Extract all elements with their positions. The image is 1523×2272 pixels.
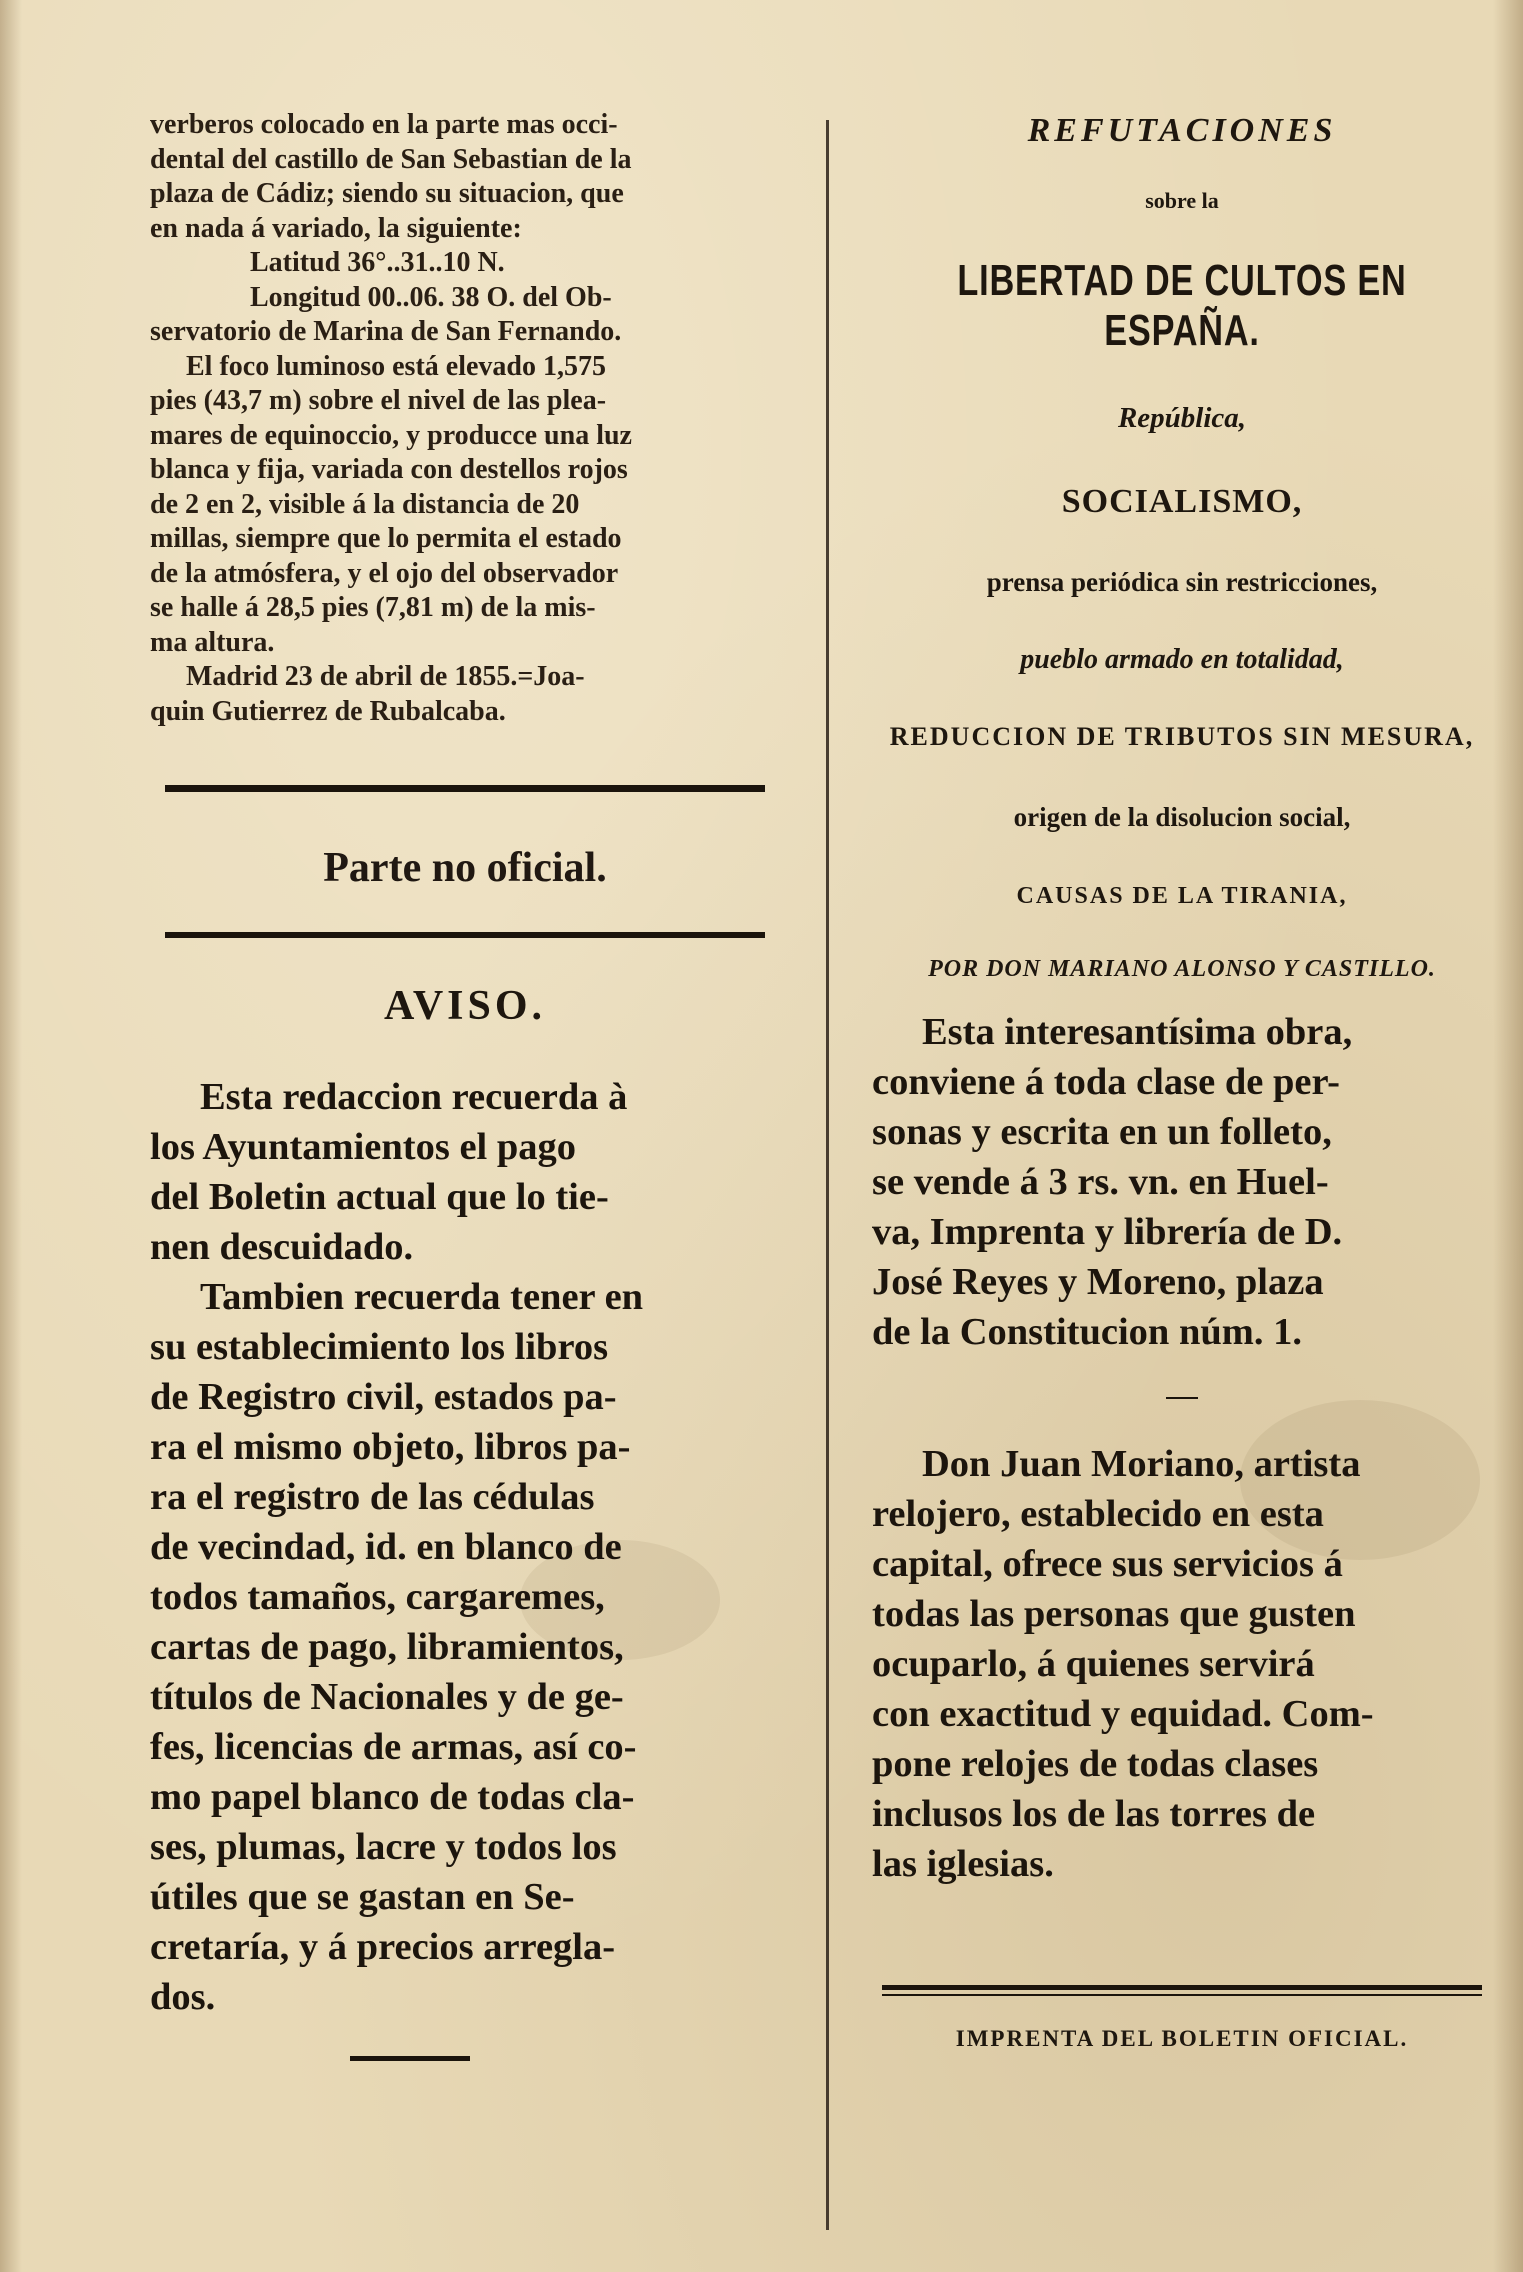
text-line: ma altura. [150, 626, 275, 658]
text-line: todas las personas que gusten [872, 1593, 1356, 1635]
text-line: ra el mismo objeto, libros pa- [150, 1426, 631, 1468]
text-line: de la atmósfera, y el ojo del observador [150, 557, 619, 589]
text-line: en nada á variado, la siguiente: [150, 212, 522, 244]
text-line: Esta redaccion recuerda à [200, 1076, 628, 1118]
ad-subtitle: sobre la [1145, 188, 1219, 213]
text-line: Don Juan Moriano, artista [922, 1443, 1361, 1485]
printer-imprint: IMPRENTA DEL BOLETIN OFICIAL. [955, 2026, 1409, 2051]
text-line: mares de equinoccio, y producce una luz [150, 419, 632, 451]
ad-title: REFUTACIONES [1027, 112, 1337, 149]
notice-heading: AVISO. [383, 983, 547, 1029]
text-line: El foco luminoso está elevado 1,575 [186, 350, 606, 382]
ad-topic: prensa periódica sin restricciones, [986, 567, 1378, 597]
ad-topic: CAUSAS DE LA TIRANIA, [1016, 883, 1348, 909]
ad-topic: REDUCCION DE TRIBUTOS SIN MESURA, [889, 722, 1475, 751]
text-line: fes, licencias de armas, así co- [150, 1726, 637, 1768]
text-line: títulos de Nacionales y de ge- [150, 1676, 624, 1718]
text-line: millas, siempre que lo permita el estado [150, 523, 622, 554]
text-line: Tambien recuerda tener en [200, 1276, 644, 1318]
text-line: conviene á toda clase de per- [872, 1061, 1340, 1103]
text-line: inclusos los de las torres de [872, 1793, 1316, 1835]
text-line: Esta interesantísima obra, [922, 1011, 1353, 1053]
text-line: dental del castillo de San Sebastian de la [150, 143, 632, 175]
text-line: ocuparlo, á quienes servirá [872, 1643, 1315, 1685]
text-line: los Ayuntamientos el pago [150, 1126, 577, 1168]
ad-topic: SOCIALISMO, [1061, 483, 1303, 520]
text-line: pone relojes de todas clases [872, 1743, 1319, 1785]
text-line: capital, ofrece sus servicios á [872, 1543, 1343, 1585]
text-line: cretaría, y á precios arregla- [150, 1926, 616, 1968]
text-line: con exactitud y equidad. Com- [872, 1693, 1374, 1735]
text-line: va, Imprenta y librería de D. [872, 1211, 1343, 1253]
text-line: las iglesias. [872, 1843, 1054, 1885]
ad-main-title: LIBERTAD DE CULTOS EN ESPAÑA. [957, 256, 1407, 355]
ad-topic: República, [1117, 402, 1247, 434]
ad-topic: origen de la disolucion social, [1013, 802, 1351, 832]
text-line: de vecindad, id. en blanco de [150, 1526, 622, 1568]
text-line: se halle á 28,5 pies (7,81 m) de la mis- [150, 592, 596, 623]
right-column [872, 108, 1492, 2052]
section-rule [165, 785, 765, 792]
text-line: ses, plumas, lacre y todos los [150, 1826, 617, 1868]
left-column [150, 108, 780, 2061]
signature-line: Madrid 23 de abril de 1855.=Joa- [186, 661, 585, 692]
text-line: útiles que se gastan en Se- [150, 1876, 575, 1918]
notice-body [150, 1072, 780, 2022]
text-line: del Boletin actual que lo tie- [150, 1176, 609, 1218]
text-line: nen descuidado. [150, 1226, 414, 1268]
text-line: todos tamaños, cargaremes, [150, 1576, 605, 1618]
signature-line: quin Gutierrez de Rubalcaba. [150, 695, 506, 727]
latitude-line: Latitud 36°..31..10 N. [250, 247, 505, 278]
page-edge-shadow-left [0, 0, 22, 2272]
section-heading: Parte no oficial. [323, 845, 607, 891]
text-line: mo papel blanco de todas cla- [150, 1776, 635, 1818]
text-line: ra el registro de las cédulas [150, 1476, 595, 1518]
lighthouse-notice [150, 108, 780, 729]
text-line: dos. [150, 1976, 216, 2018]
text-line: pies (43,7 m) sobre el nivel de las plea- [150, 385, 607, 416]
longitude-line: servatorio de Marina de San Fernando. [150, 316, 622, 347]
text-line: sonas y escrita en un folleto, [872, 1111, 1332, 1153]
ad-topic: pueblo armado en totalidad, [1020, 644, 1344, 675]
text-line: se vende á 3 rs. vn. en Huel- [872, 1161, 1329, 1203]
longitude-line: Longitud 00..06. 38 O. del Ob- [250, 281, 612, 313]
text-line: verberos colocado en la parte mas occi- [150, 109, 618, 140]
watchmaker-ad-body [872, 1439, 1492, 1889]
text-line: José Reyes y Moreno, plaza [872, 1261, 1324, 1303]
book-ad-body [872, 1007, 1492, 1357]
end-ornament [350, 2056, 470, 2061]
text-line: de la Constitucion núm. 1. [872, 1311, 1302, 1353]
text-line: de Registro civil, estados pa- [150, 1376, 617, 1418]
column-divider [826, 120, 829, 2230]
ad-author: POR DON MARIANO ALONSO Y CASTILLO. [928, 956, 1436, 982]
text-line: blanca y fija, variada con destellos rojos [150, 454, 628, 485]
text-line: cartas de pago, libramientos, [150, 1626, 624, 1668]
text-line: su establecimiento los libros [150, 1326, 609, 1368]
page-edge-shadow-right [1493, 0, 1523, 2272]
text-line: relojero, establecido en esta [872, 1493, 1324, 1535]
text-line: plaza de Cádiz; siendo su situacion, que [150, 178, 624, 209]
text-line: de 2 en 2, visible á la distancia de 20 [150, 488, 580, 520]
